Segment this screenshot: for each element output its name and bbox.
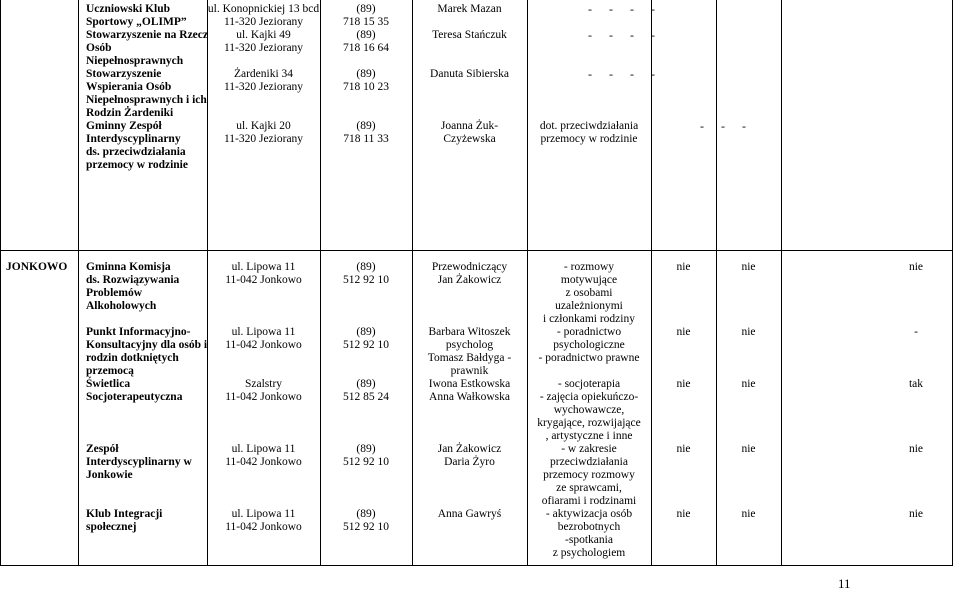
org-name: Stowarzyszenie: [86, 68, 162, 80]
service-line: przemocy rozmowy: [543, 469, 635, 481]
service-line: wychowawcze,: [553, 404, 625, 416]
org-name: Problemów: [86, 287, 143, 299]
service-line: krygające, rozwijające: [537, 417, 641, 429]
flag-cell: nie: [741, 508, 756, 520]
empty-cells-row-1: - - - -: [588, 2, 655, 16]
org-name: Niepełnosprawnych: [86, 55, 184, 67]
org-name: Alkoholowych: [86, 300, 157, 312]
service-line: ofiarami i rodzinami: [541, 495, 637, 507]
flag-cell: nie: [676, 261, 691, 273]
phone-line: (89): [356, 120, 376, 132]
scope-line: dot. przeciwdziałania: [539, 120, 639, 132]
service-line: - poradnictwo prawne: [538, 352, 640, 364]
service-line: - poradnictwo: [556, 326, 622, 338]
org-name: Gminna Komisja: [86, 261, 171, 273]
flag-cell: nie: [741, 261, 756, 273]
phone-line: (89): [356, 326, 376, 338]
service-line: , artystyczne i inne: [545, 430, 633, 442]
service-line: - aktywizacja osób: [545, 508, 633, 520]
scope-line: przemocy w rodzinie: [540, 133, 638, 145]
org-name: ds. przeciwdziałania: [86, 146, 186, 158]
org-name: Punkt Informacyjno-: [86, 326, 191, 338]
person-line: Danuta Sibierska: [430, 68, 509, 80]
person-line: Joanna Żuk-: [440, 120, 499, 132]
person-line: Daria Żyro: [444, 456, 495, 468]
org-name: rodzin dotkniętych: [86, 352, 179, 364]
flag-cell: nie: [676, 326, 691, 338]
address-line: ul. Konopnickiej 13 bcd: [207, 3, 320, 15]
phone-line: (89): [356, 29, 376, 41]
address-line: 11-320 Jeziorany: [223, 16, 304, 28]
org-name: Uczniowski Klub: [86, 3, 171, 15]
org-name: Socjoterapeutyczna: [86, 391, 183, 403]
flag-cell: nie: [908, 261, 924, 273]
table-border-col8: [781, 0, 782, 566]
phone-line: 512 92 10: [343, 339, 389, 351]
phone-line: 718 15 35: [343, 16, 389, 28]
phone-line: 512 92 10: [343, 456, 389, 468]
address-line: 11-320 Jeziorany: [223, 133, 304, 145]
phone-line: (89): [356, 3, 376, 15]
org-name: Zespół: [86, 443, 119, 455]
person-line: Jan Żakowicz: [437, 274, 502, 286]
person-line: Anna Gawryś: [437, 508, 502, 520]
address-line: ul. Lipowa 11: [231, 508, 296, 520]
empty-cells-row-4: - - -: [700, 119, 746, 133]
flag-cell: nie: [908, 443, 924, 455]
address-line: 11-042 Jonkowo: [225, 339, 302, 351]
address-line: 11-320 Jeziorany: [223, 81, 304, 93]
org-name: Sportowy „OLIMP”: [86, 16, 187, 28]
org-name: Jonkowie: [86, 469, 133, 481]
table-border-col7: [716, 0, 717, 566]
service-line: - socjoterapia: [557, 378, 621, 390]
phone-line: (89): [356, 68, 376, 80]
phone-line: 512 92 10: [343, 521, 389, 533]
flag-cell: -: [914, 326, 918, 338]
person-line: Tomasz Bałdyga -: [427, 352, 512, 364]
service-line: z osobami: [565, 287, 613, 299]
phone-line: (89): [356, 508, 376, 520]
address-line: 11-042 Jonkowo: [225, 456, 302, 468]
service-line: - rozmowy: [563, 261, 615, 273]
flag-cell: tak: [908, 378, 924, 390]
phone-line: (89): [356, 261, 376, 273]
address-line: ul. Lipowa 11: [231, 326, 296, 338]
page-number: 11: [838, 576, 851, 591]
address-line: ul. Lipowa 11: [231, 443, 296, 455]
address-line: ul. Lipowa 11: [231, 261, 296, 273]
org-name: przemocą: [86, 365, 134, 377]
org-name: Interdyscyplinarny w: [86, 456, 192, 468]
org-name: ds. Rozwiązywania: [86, 274, 180, 286]
person-line: Czyżewska: [443, 133, 496, 145]
person-line: Iwona Estkowska: [428, 378, 511, 390]
table-border-col1: [78, 0, 79, 566]
person-line: Przewodniczący: [431, 261, 508, 273]
org-name: Niepełnosprawnych i ich: [86, 94, 207, 106]
phone-line: 718 10 23: [343, 81, 389, 93]
person-line: Marek Mazan: [437, 3, 502, 15]
org-name: Konsultacyjny dla osób i: [86, 339, 208, 351]
person-line: Teresa Stańczuk: [432, 29, 507, 41]
table-border-bottom: [0, 565, 953, 566]
service-line: i członkami rodziny: [543, 313, 635, 325]
org-name: Osób: [86, 42, 112, 54]
person-line: Barbara Witoszek: [428, 326, 511, 338]
service-line: ze sprawcami,: [556, 482, 622, 494]
org-name: Klub Integracji: [86, 508, 163, 520]
person-line: Anna Wałkowska: [429, 391, 510, 403]
person-line: Jan Żakowicz: [437, 443, 502, 455]
org-name: Rodzin Żardeniki: [86, 107, 174, 119]
flag-cell: nie: [908, 508, 924, 520]
person-line: psycholog: [445, 339, 494, 351]
person-line: prawnik: [450, 365, 489, 377]
address-line: 11-042 Jonkowo: [225, 391, 302, 403]
municipality-label: JONKOWO: [6, 261, 68, 273]
org-name: przemocy w rodzinie: [86, 159, 188, 171]
phone-line: (89): [356, 443, 376, 455]
flag-cell: nie: [676, 508, 691, 520]
service-line: -spotkania: [565, 534, 613, 546]
table-border-right: [952, 0, 953, 566]
address-line: Żardeniki 34: [233, 68, 294, 80]
flag-cell: nie: [676, 443, 691, 455]
flag-cell: nie: [741, 443, 756, 455]
address-line: Szalstry: [244, 378, 283, 390]
service-line: uzależnionymi: [555, 300, 623, 312]
table-border-col6: [651, 0, 652, 566]
table-border-left: [0, 0, 1, 566]
phone-line: 718 16 64: [343, 42, 389, 54]
address-line: 11-042 Jonkowo: [225, 274, 302, 286]
empty-cells-row-2: - - - -: [588, 28, 655, 42]
org-name: Gminny Zespół: [86, 120, 162, 132]
service-line: - zajęcia opiekuńczo-: [539, 391, 639, 403]
address-line: ul. Kajki 20: [236, 120, 291, 132]
org-name: społecznej: [86, 521, 137, 533]
org-name: Interdyscyplinarny: [86, 133, 181, 145]
address-line: 11-320 Jeziorany: [223, 42, 304, 54]
org-name: Świetlica: [86, 378, 131, 390]
phone-line: 512 92 10: [343, 274, 389, 286]
service-line: bezrobotnych: [557, 521, 621, 533]
service-line: - w zakresie: [561, 443, 617, 455]
empty-cells-row-3: - - - -: [588, 67, 655, 81]
service-line: motywujące: [560, 274, 618, 286]
address-line: 11-042 Jonkowo: [225, 521, 302, 533]
flag-cell: nie: [741, 378, 756, 390]
phone-line: 512 85 24: [343, 391, 389, 403]
org-name: Wspierania Osób: [86, 81, 172, 93]
address-line: ul. Kajki 49: [236, 29, 291, 41]
phone-line: 718 11 33: [343, 133, 389, 145]
service-line: przeciwdziałania: [550, 456, 628, 468]
flag-cell: nie: [741, 326, 756, 338]
table-border-section: [0, 250, 953, 251]
phone-line: (89): [356, 378, 376, 390]
service-line: z psychologiem: [552, 547, 626, 559]
service-line: psychologiczne: [553, 339, 625, 351]
flag-cell: nie: [676, 378, 691, 390]
org-name: Stowarzyszenie na Rzecz: [86, 29, 208, 41]
